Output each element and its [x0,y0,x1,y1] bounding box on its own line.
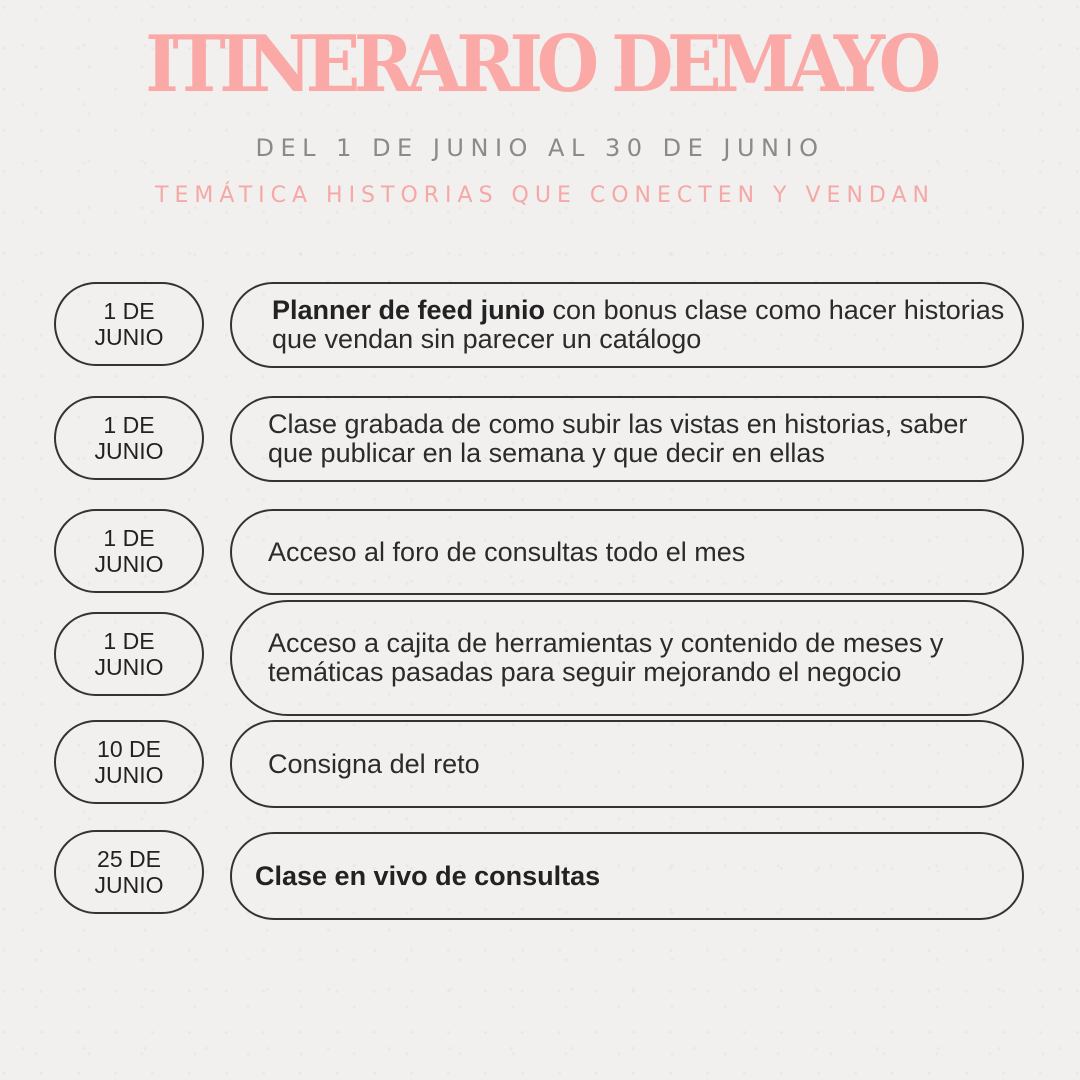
date-pill [54,830,204,914]
task-text: Clase grabada de como subir las vistas en historias, saber que publicar en la semana y que decir en ellas [268,409,968,468]
task-pill [230,720,1024,808]
task-text: Acceso al foro de consultas todo el mes [268,536,746,567]
task-pill [230,396,1024,482]
task-description [232,296,1022,354]
date-month: JUNIO [94,872,164,898]
task-text: Acceso a cajita de herramientas y contenido de meses y temáticas pasadas para seguir mejorando el negocio [268,628,944,687]
date-day: 25 DE [97,846,161,872]
date-pill [54,282,204,366]
date-day: 1 DE [103,525,155,551]
date-month: JUNIO [94,324,164,350]
task-description [232,629,1022,687]
date-pill [54,509,204,593]
task-description [232,750,490,779]
task-pill [230,832,1024,920]
date-day: 1 DE [103,412,155,438]
task-highlight: Clase en vivo de consultas [255,860,601,891]
page-title: ITINERARIO DEMAYO [145,19,935,110]
date-month: JUNIO [94,438,164,464]
task-description [232,410,1022,468]
task-pill [230,509,1024,595]
date-pill [54,720,204,804]
date-day: 1 DE [103,628,155,654]
task-text: Consigna del reto [268,748,480,779]
task-text: con bonus clase como hacer historias que vendan sin parecer un catálogo [272,295,1005,354]
task-description [232,862,610,891]
task-highlight: Planner de feed junio [272,295,546,325]
date-pill [54,612,204,696]
date-day: 1 DE [103,298,155,324]
task-pill [230,282,1024,368]
date-month: JUNIO [94,551,164,577]
date-range-subtitle: DEL 1 DE JUNIO AL 30 DE JUNIO [255,134,825,162]
task-description [232,538,755,567]
theme-subtitle: TEMÁTICA HISTORIAS QUE CONECTEN Y VENDAN [155,183,935,208]
date-month: JUNIO [94,762,164,788]
date-day: 10 DE [97,736,161,762]
date-pill [54,396,204,480]
task-pill [230,600,1024,716]
date-month: JUNIO [94,654,164,680]
